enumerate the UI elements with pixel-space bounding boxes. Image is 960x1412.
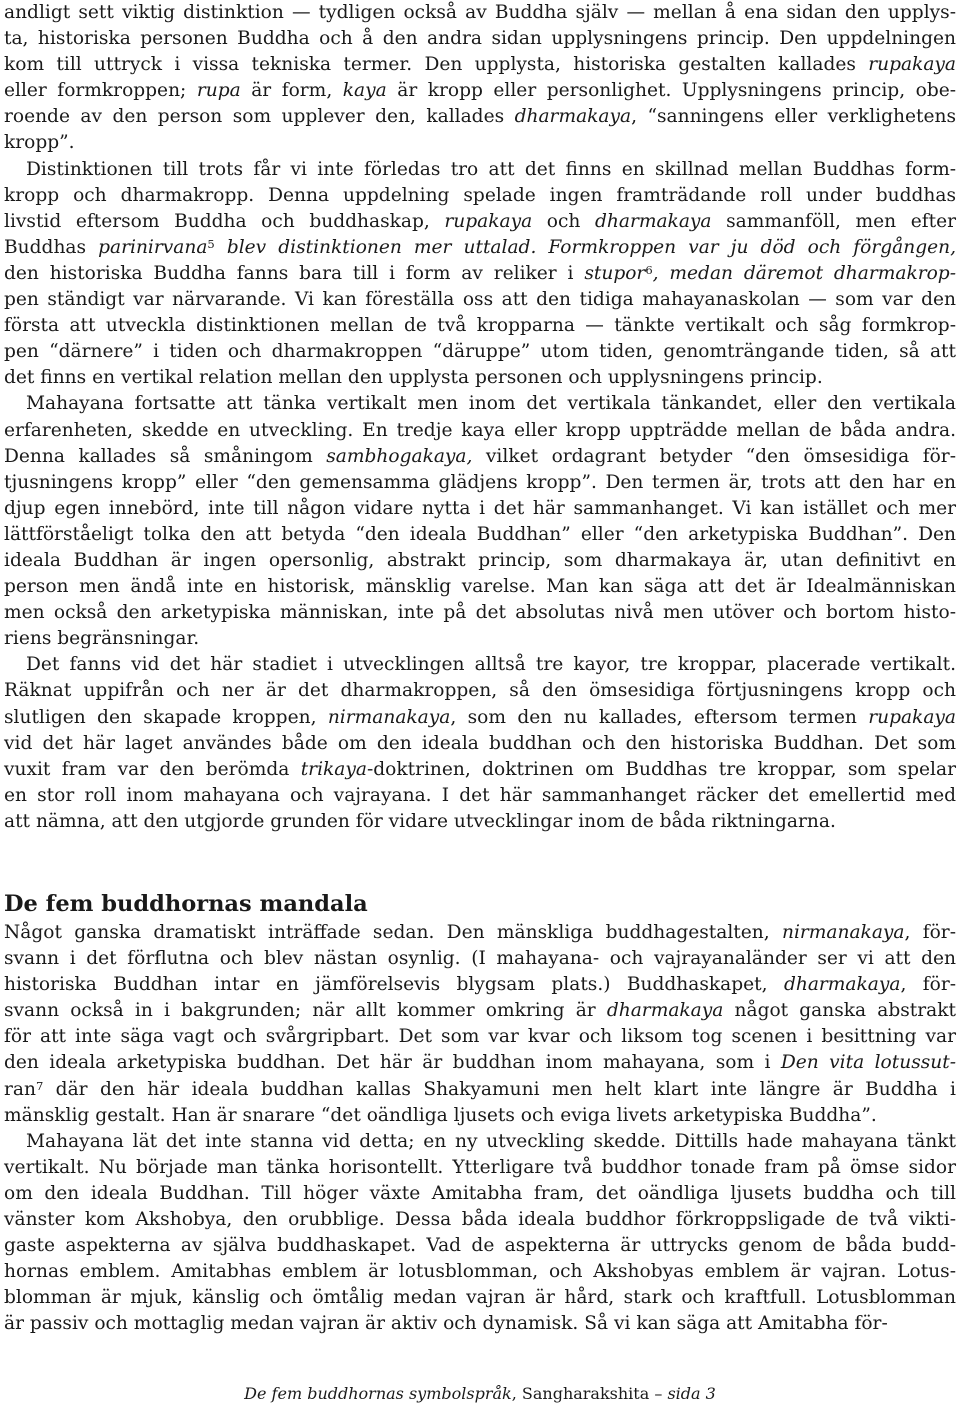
text-line: [4, 548, 956, 574]
text-line: [4, 1311, 956, 1337]
text-segment: gaste aspekterna av själva buddhaskapet. Vad de aspekterna är uttrycks genom de båda budd-: [4, 1235, 956, 1257]
text-segment: person men ändå inte en historisk, mänsklig varelse. Man kan säga att det är Idealmänniskan: [4, 576, 956, 598]
italic-term: nirmanakaya: [327, 706, 451, 728]
text-line: [4, 1155, 956, 1181]
text-line: [4, 496, 956, 522]
text-segment: är kropp eller personlighet. Upplysningens princip, obe-: [386, 80, 957, 102]
section-heading: De fem buddhornas mandala: [4, 891, 368, 917]
italic-term: rupakaya: [444, 210, 533, 232]
text-line: [4, 1050, 956, 1076]
text-line: [4, 470, 956, 496]
text-line: [4, 391, 956, 417]
text-segment: något ganska abstrakt: [723, 1000, 956, 1022]
text-line: [4, 652, 956, 678]
footnote-marker: 6: [645, 262, 653, 277]
text-line: [4, 626, 956, 652]
text-segment: vid det här laget användes både om den ideala buddhan och den historiska Buddhan. Det som: [4, 732, 956, 754]
text-line: [4, 157, 956, 183]
text-line: [4, 1129, 956, 1155]
text-segment: kropp”.: [4, 132, 75, 154]
text-line: [4, 444, 956, 470]
text-segment: Distinktionen till trots får vi inte förledas tro att det finns en skillnad mellan Buddhas form-: [26, 158, 956, 180]
text-segment: -doktrinen, doktrinen om Buddhas tre kroppar, som spelar: [366, 758, 956, 780]
footer-title: De fem buddhornas symbolspråk: [244, 1384, 512, 1403]
italic-term: rupakaya: [868, 706, 956, 728]
text-line: [4, 52, 956, 78]
text-segment: det finns en vertikal relation mellan den upplysta personen och upplysningens princip.: [4, 367, 823, 389]
text-segment: första att utveckla distinktionen mellan de två kropparna — tänkte vertikalt och såg formkrop-: [4, 315, 956, 337]
text-segment: sammanföll, men efter: [711, 210, 956, 232]
text-segment: blomman är mjuk, känslig och ömtålig medan vajran är hård, stark och kraftfull. Lotusblomman: [4, 1287, 956, 1309]
italic-term: kaya: [342, 80, 387, 102]
italic-term: Den vita lotussut-: [780, 1052, 957, 1074]
body-text-bottom: [4, 920, 956, 1338]
text-segment: där den här ideala buddhan kallas Shakyamuni men helt klart inte längre är Buddha i: [43, 1078, 956, 1100]
text-line: [4, 946, 956, 972]
text-segment: svann i det förflutna och blev nästan osynlig. (I mahayana- och vajrayanaländer ser vi att den: [4, 948, 956, 970]
text-segment: kropp och dharmakropp. Denna uppdelning spelade ingen framträdande roll under buddhas: [4, 184, 956, 206]
text-segment: den historiska Buddha fanns bara till i form av reliker i: [4, 262, 585, 284]
text-line: [4, 209, 956, 235]
text-segment: den ideala arketypiska buddhan. Det här är buddhan inom mahayana, som i: [4, 1052, 781, 1074]
text-segment: , som den nu kallades, eftersom termen: [450, 706, 869, 728]
italic-term: nirmanakaya: [781, 922, 905, 943]
text-segment: vuxit fram var den berömda: [4, 758, 301, 780]
text-segment: eller formkroppen;: [4, 80, 197, 102]
text-line: [4, 1024, 956, 1050]
italic-term: , medan däremot dharmakrop-: [652, 262, 956, 284]
text-segment: roende av den person som upplever den, kallades: [4, 106, 515, 128]
text-segment: en stor roll inom mahayana och vajrayana. I det här sammanhanget räcker det emellertid med: [4, 784, 956, 806]
text-line: [4, 809, 956, 835]
text-line: [4, 920, 956, 946]
text-segment: mänsklig gestalt. Han är snarare “det oändliga ljusets och eviga livets arketypiska Buddha”.: [4, 1104, 877, 1126]
text-segment: djup egen innebörd, inte till någon vidare nytta i det här sammanhanget. Vi kan istället och mer: [4, 497, 956, 519]
text-segment: Buddhas: [4, 236, 99, 258]
footnote-marker: 7: [35, 1078, 44, 1093]
text-segment: men också den arketypiska människan, inte på det absolutas nivå men utöver och bortom histo-: [4, 602, 956, 624]
text-line: [4, 1077, 956, 1103]
text-segment: ta, historiska personen Buddha och å den andra sidan upplysningens princip. Den uppdelningen: [4, 28, 956, 50]
text-line: [4, 26, 956, 52]
text-segment: andligt sett viktig distinktion — tydligen också av Buddha själv — mellan å ena sidan den upplys-: [4, 2, 956, 23]
text-segment: vänster kom Akshobya, den orubblige. Dessa båda ideala buddhor förkroppsligade de två vikti-: [4, 1209, 956, 1231]
text-segment: Något ganska dramatiskt inträffade sedan. Den mänskliga buddhagestalten,: [4, 922, 782, 943]
italic-term: dharmakaya: [606, 1000, 724, 1022]
text-line: [4, 339, 956, 365]
italic-term: rupakaya: [868, 54, 956, 76]
italic-term: dharmakaya: [783, 974, 901, 996]
text-line: [4, 972, 956, 998]
text-segment: livstid eftersom Buddha och buddhaskap,: [4, 210, 445, 232]
text-segment: riens begränsningar.: [4, 628, 200, 650]
text-line: [4, 235, 956, 261]
text-segment: Mahayana lät det inte stanna vid detta; en ny utveckling skedde. Dittills hade mahayana tänkt: [26, 1130, 956, 1152]
text-segment: vilket ordagrant betyder “den ömsesidiga för-: [472, 445, 956, 467]
text-segment: om den ideala Buddhan. Till höger växte Amitabha fram, det oändliga ljusets buddha och till: [4, 1182, 956, 1204]
text-line: [4, 574, 956, 600]
text-segment: Mahayana fortsatte att tänka vertikalt men inom det vertikala tänkandet, eller den vertikala: [26, 393, 956, 415]
text-segment: svann också in i bakgrunden; när allt kommer omkring är: [4, 1000, 607, 1022]
text-segment: ran: [4, 1078, 36, 1100]
italic-term: blev distinktionen mer uttalad. Formkroppen var ju död och förgången,: [214, 236, 956, 258]
text-segment: kom till uttryck i vissa tekniska termer. Den upplysta, historiska gestalten kallades: [4, 54, 869, 76]
text-line: [4, 678, 956, 704]
text-line: [4, 261, 956, 287]
text-segment: lättförståeligt tolka den att betyda “den ideala Buddhan” eller “den arketypiska Buddhan”. Den: [4, 523, 956, 545]
text-segment: och: [532, 210, 595, 232]
text-segment: historiska Buddhan intar en jämförelsevis blygsam plats.) Buddhaskapet,: [4, 974, 784, 996]
text-segment: , “sanningens eller verklighetens: [631, 106, 957, 128]
italic-term: rupa: [196, 80, 241, 102]
text-segment: hornas emblem. Amitabhas emblem är lotusblomman, och Akshobyas emblem är vajran. Lotus-: [4, 1261, 956, 1283]
text-segment: tjusningens kropp” eller “den gemensamma glädjens kropp”. Den termen är, trots att den har en: [4, 471, 956, 493]
text-segment: erfarenheten, skedde en utveckling. En tredje kaya eller kropp uppträdde mellan de båda andra.: [4, 419, 956, 441]
text-segment: är form,: [240, 80, 343, 102]
text-line: [4, 757, 956, 783]
text-line: [4, 365, 956, 391]
text-segment: slutligen den skapade kroppen,: [4, 706, 328, 728]
text-line: [4, 418, 956, 444]
text-line: [4, 1259, 956, 1285]
text-line: [4, 1233, 956, 1259]
footnote-marker: 5: [207, 236, 215, 251]
text-line: [4, 130, 956, 156]
text-segment: vertikalt. Nu började man tänka horisontellt. Ytterligare två buddhor tonade fram på ömse sidor: [4, 1156, 956, 1178]
italic-term: dharmakaya: [514, 106, 632, 128]
footer-page-number: sida 3: [667, 1384, 716, 1403]
text-line: [4, 600, 956, 626]
text-line: [4, 183, 956, 209]
italic-term: parinirvana: [98, 236, 208, 258]
page-footer: [0, 1384, 960, 1404]
italic-term: stupor: [584, 262, 646, 284]
text-segment: att nämna, att den utgjorde grunden för vidare utvecklingar inom de båda riktningarna.: [4, 810, 836, 832]
text-line: [4, 287, 956, 313]
text-line: [4, 522, 956, 548]
text-line: [4, 1103, 956, 1129]
italic-term: dharmakaya: [594, 210, 712, 232]
body-text-top: [4, 0, 956, 835]
text-segment: Det fanns vid det här stadiet i utvecklingen alltså tre kayor, tre kroppar, placerade vertikalt.: [26, 654, 956, 676]
text-line: [4, 104, 956, 130]
text-line: [4, 0, 956, 26]
text-segment: ideala Buddhan är ingen opersonlig, abstrakt princip, som dharmakaya är, utan definitivt en: [4, 549, 956, 571]
text-segment: för att inte säga vagt och svårgripbart. Det som var kvar och liksom tog scenen i besittning var: [4, 1026, 956, 1048]
italic-term: sambhogakaya,: [326, 445, 473, 467]
text-line: [4, 783, 956, 809]
text-line: [4, 78, 956, 104]
italic-term: trikaya: [300, 758, 367, 780]
text-line: [4, 998, 956, 1024]
text-line: [4, 705, 956, 731]
text-line: [4, 1181, 956, 1207]
text-segment: Denna kallades så småningom: [4, 445, 327, 467]
text-segment: pen “därnere” i tiden och dharmakroppen “däruppe” utom tiden, genomträngande tiden, så att: [4, 341, 956, 363]
footer-author: , Sangharakshita –: [511, 1384, 668, 1403]
text-segment: Räknat uppifrån och ner är det dharmakroppen, så den ömsesidiga förtjusningens kropp och: [4, 680, 956, 702]
text-segment: , för-: [904, 922, 956, 943]
text-line: [4, 1207, 956, 1233]
text-segment: pen ständigt var närvarande. Vi kan föreställa oss att den tidiga mahayanaskolan — som var den: [4, 289, 956, 311]
text-line: [4, 1285, 956, 1311]
text-line: [4, 313, 956, 339]
text-segment: är passiv och mottaglig medan vajran är aktiv och dynamisk. Så vi kan säga att Amitabha för-: [4, 1313, 888, 1335]
text-segment: , för-: [900, 974, 956, 996]
text-line: [4, 731, 956, 757]
